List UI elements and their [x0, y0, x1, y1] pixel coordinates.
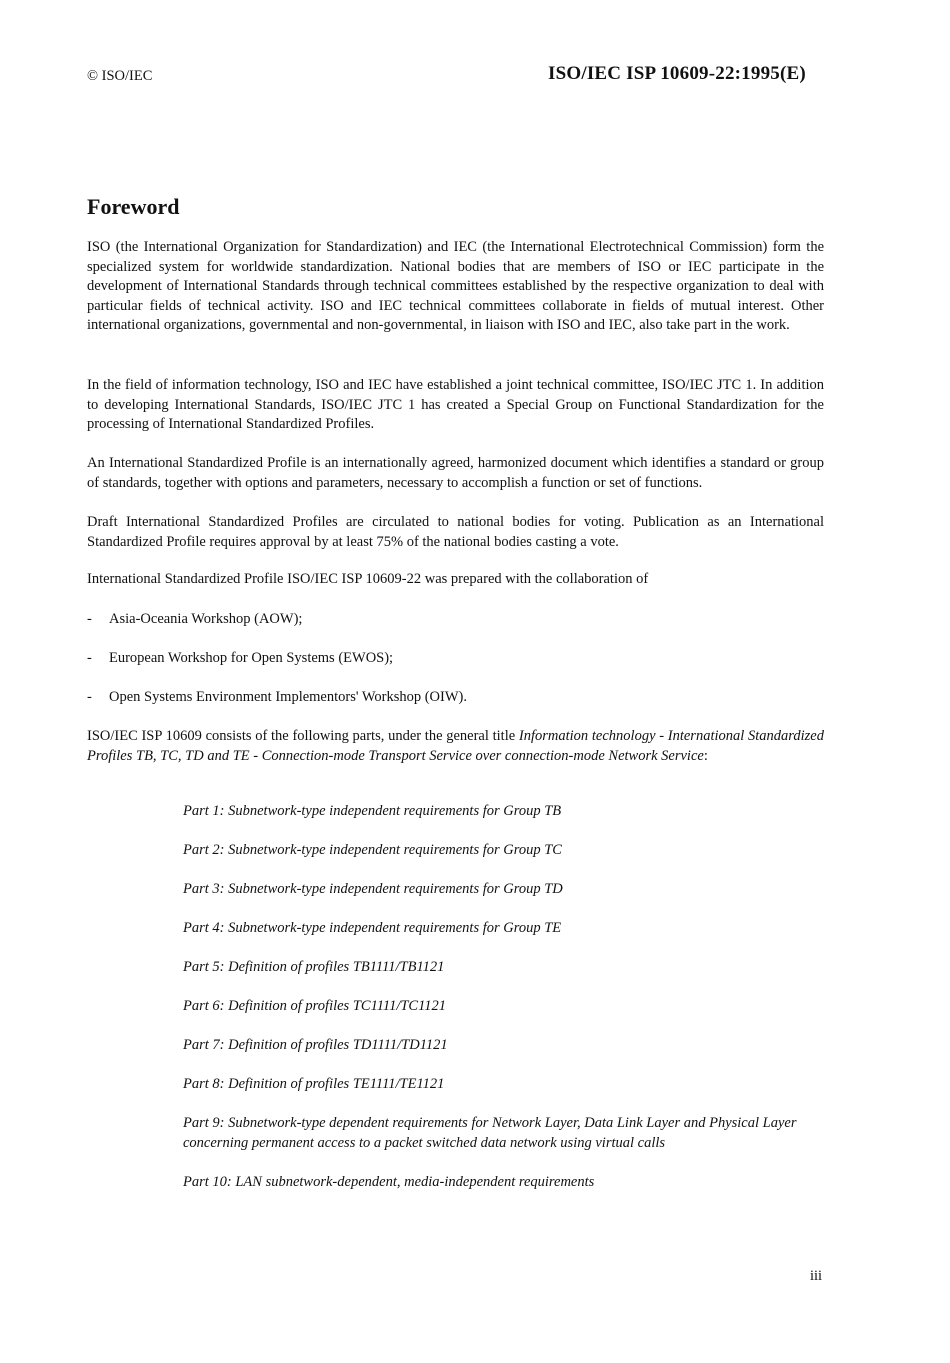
part-10: Part 10: LAN subnetwork-dependent, media-independent requirements — [183, 1174, 595, 1190]
paragraph-isp-definition: An International Standardized Profile is an internationally agreed, harmonized document which identifies a standard or group of standards, together with options and parameters, necessary to accomplish a function or set of functions. — [87, 455, 824, 491]
bullet-dash: - — [87, 689, 92, 705]
bullet-dash: - — [87, 611, 92, 627]
part-2: Part 2: Subnetwork-type independent requirements for Group TC — [183, 842, 562, 858]
paragraph-draft-isp: Draft International Standardized Profiles are circulated to national bodies for voting. Publication as an International Standardized Profile requires approval by at least 75% of the national bodies casting a vote. — [87, 514, 824, 550]
part-7: Part 7: Definition of profiles TD1111/TD1121 — [183, 1037, 448, 1053]
part-5: Part 5: Definition of profiles TB1111/TB1121 — [183, 959, 445, 975]
list-item — [87, 610, 824, 630]
parts-intro-suffix: : — [703, 747, 708, 764]
collaborator-oiw: Open Systems Environment Implementors' Workshop (OIW). — [109, 689, 467, 705]
part-8: Part 8: Definition of profiles TE1111/TE1121 — [183, 1076, 445, 1092]
part-9: Part 9: Subnetwork-type dependent requirements for Network Layer, Data Link Layer and Physical Layer concerning permanent access to a packet switched data network using virtual calls — [183, 1115, 797, 1151]
paragraph-iso-iec: ISO (the International Organization for Standardization) and IEC (the International Electrotechnical Commission) form the specialized system for worldwide standardization. National bodies that are members of ISO or IEC participate in the development of International Standards through technical committees established by the respective organization to deal with particular fields of technical activity. ISO and IEC technical committees collaborate in fields of mutual interest. Other international organizations, governmental and non-governmental, in liaison with ISO and IEC, also take part in the work. — [87, 239, 824, 333]
general-title: Information technology - International Standardized Profiles TB, TC, TD and TE - Connection-mode Transport Service over connection-mode Network Service — [87, 728, 824, 764]
part-3: Part 3: Subnetwork-type independent requirements for Group TD — [183, 881, 563, 897]
paragraph-collaboration: International Standardized Profile ISO/IEC ISP 10609-22 was prepared with the collaboration of — [87, 571, 649, 587]
page-number: iii — [810, 1268, 823, 1284]
header-copyright: © ISO/IEC — [87, 68, 153, 84]
list-item — [87, 688, 824, 708]
paragraph-parts-intro — [87, 727, 824, 766]
parts-intro-prefix: ISO/IEC ISP 10609 consists of the following parts, under the general title — [87, 728, 519, 744]
collaborator-aow: Asia-Oceania Workshop (AOW); — [109, 611, 303, 627]
part-4: Part 4: Subnetwork-type independent requirements for Group TE — [183, 920, 562, 936]
page-title: Foreword — [87, 194, 180, 219]
header-document-id: ISO/IEC ISP 10609-22:1995(E) — [548, 63, 806, 84]
list-item — [87, 649, 824, 669]
collaborator-ewos: European Workshop for Open Systems (EWOS); — [109, 650, 394, 666]
bullet-dash: - — [87, 650, 92, 666]
part-6: Part 6: Definition of profiles TC1111/TC1121 — [183, 998, 447, 1014]
paragraph-jtc1: In the field of information technology, ISO and IEC have established a joint technical committee, ISO/IEC JTC 1. In addition to developing International Standards, ISO/IEC JTC 1 has created a Special Group on Functional Standardization for the processing of International Standardized Profiles. — [87, 377, 824, 432]
part-1: Part 1: Subnetwork-type independent requirements for Group TB — [183, 803, 562, 819]
